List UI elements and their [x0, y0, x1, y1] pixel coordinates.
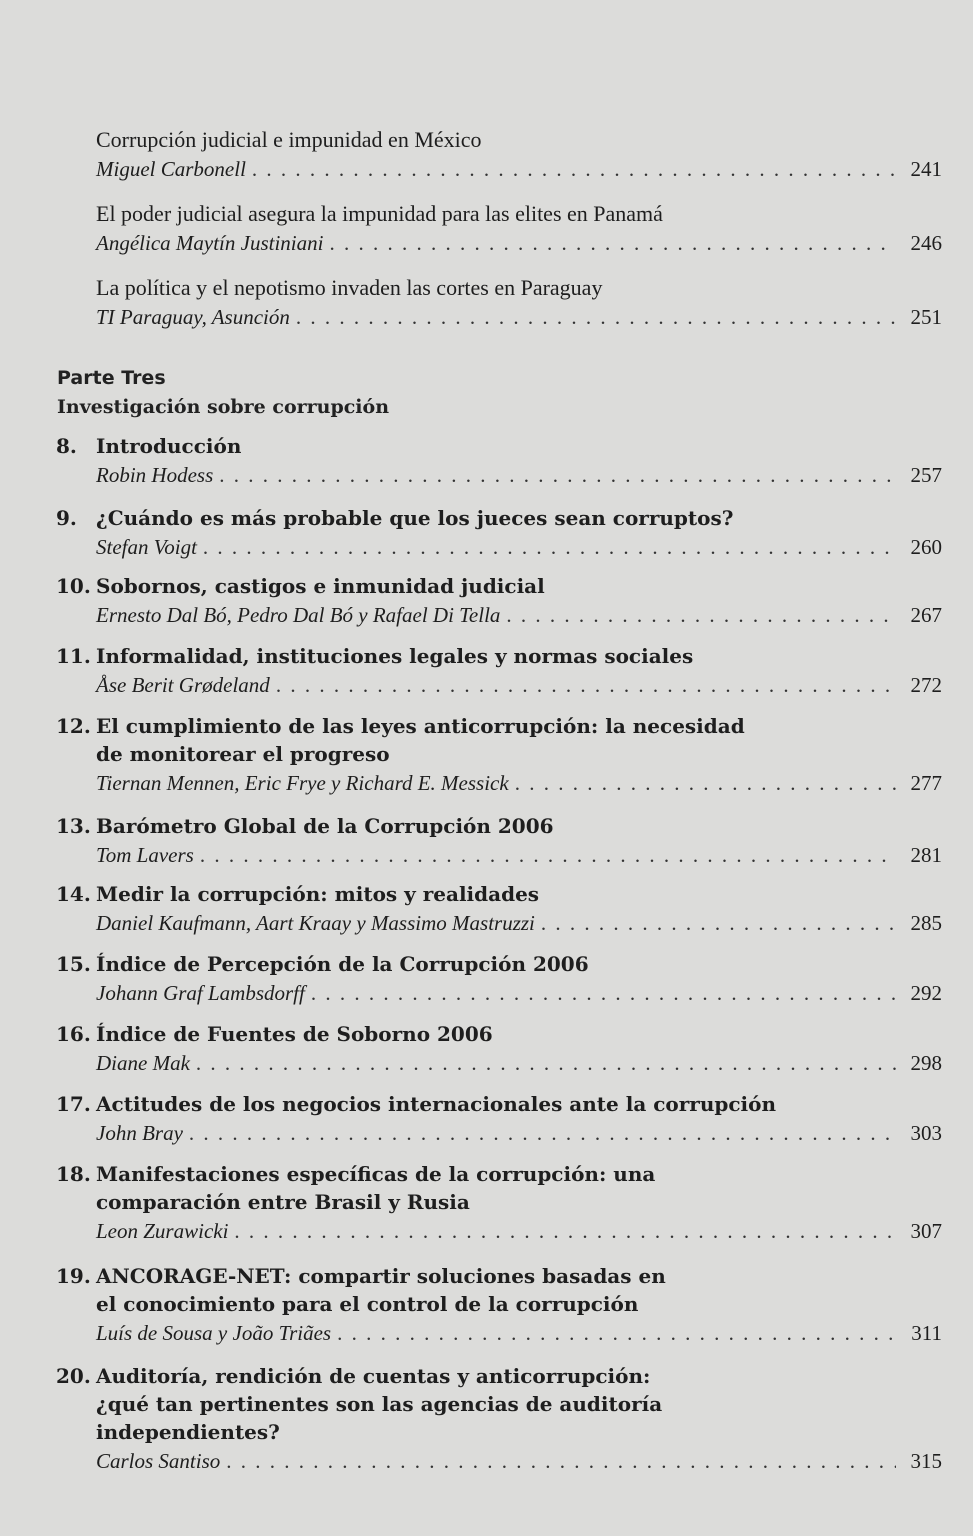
leader-dots: [200, 840, 896, 870]
chapter-number: 14.: [56, 882, 91, 906]
chapter-author: Daniel Kaufmann, Aart Kraay y Massimo Mastruzzi: [96, 911, 535, 935]
part-heading: [57, 364, 389, 422]
chapter-title: Medir la corrupción: mitos y realidades: [96, 882, 540, 906]
entry-page: 246: [910, 231, 942, 255]
entry-author: Angélica Maytín Justiniani: [96, 231, 324, 255]
chapter-author: Johann Graf Lambsdorff: [96, 981, 305, 1005]
chapter-page: 260: [910, 535, 942, 559]
toc-chapter: [56, 1160, 942, 1246]
leader-dots: [252, 154, 896, 184]
leader-dots: [515, 768, 896, 798]
chapter-page: 277: [910, 771, 942, 795]
part-label: Parte Tres: [57, 367, 166, 389]
chapter-title: Índice de Fuentes de Soborno 2006: [96, 1022, 493, 1046]
toc-chapter: [56, 1362, 942, 1476]
chapter-author: Carlos Santiso: [96, 1449, 221, 1473]
chapter-number: 16.: [56, 1022, 91, 1046]
chapter-page: 298: [910, 1051, 942, 1075]
chapter-page: 307: [910, 1219, 942, 1243]
chapter-title: El cumplimiento de las leyes anticorrupción: la necesidad: [96, 714, 745, 738]
chapter-number: 11.: [56, 644, 91, 668]
leader-dots: [506, 600, 896, 630]
leader-dots: [541, 908, 896, 938]
chapter-author: Diane Mak: [96, 1051, 190, 1075]
chapter-number: 10.: [56, 574, 91, 598]
chapter-author: Åse Berit Grødeland: [96, 673, 270, 697]
entry-page: 241: [910, 157, 942, 181]
chapter-page: 311: [911, 1321, 942, 1345]
chapter-number: 8.: [56, 434, 77, 458]
toc-chapter: [56, 642, 942, 700]
entry-title: El poder judicial asegura la impunidad para las elites en Panamá: [96, 201, 663, 226]
chapter-title: de monitorear el progreso: [96, 742, 390, 766]
entry-page: 251: [910, 305, 942, 329]
chapter-title: ¿Cuándo es más probable que los jueces sean corruptos?: [96, 506, 734, 530]
chapter-page: 267: [910, 603, 942, 627]
chapter-number: 20.: [56, 1364, 91, 1388]
chapter-author: Ernesto Dal Bó, Pedro Dal Bó y Rafael Di Tella: [96, 603, 501, 627]
chapter-number: 13.: [56, 814, 91, 838]
toc-chapter: [56, 880, 942, 938]
chapter-title: comparación entre Brasil y Rusia: [96, 1190, 470, 1214]
toc-entry: [96, 200, 942, 258]
chapter-author: Tom Lavers: [96, 843, 194, 867]
chapter-author: John Bray: [96, 1121, 183, 1145]
toc-chapter: [56, 812, 942, 870]
chapter-title: Índice de Percepción de la Corrupción 2006: [96, 952, 589, 976]
leader-dots: [189, 1118, 896, 1148]
chapter-title: Auditoría, rendición de cuentas y anticorrupción:: [96, 1364, 651, 1388]
toc-chapter: [56, 1090, 942, 1148]
leader-dots: [234, 1216, 896, 1246]
chapter-number: 12.: [56, 714, 91, 738]
toc-entry: [96, 126, 942, 184]
chapter-number: 9.: [56, 506, 77, 530]
chapter-author: Leon Zurawicki: [96, 1219, 229, 1243]
toc-entry: [96, 274, 942, 332]
toc-chapter: [56, 432, 942, 490]
chapter-number: 15.: [56, 952, 91, 976]
chapter-title: Actitudes de los negocios internacionales ante la corrupción: [96, 1092, 777, 1116]
chapter-title: Sobornos, castigos e inmunidad judicial: [96, 574, 545, 598]
leader-dots: [276, 670, 896, 700]
leader-dots: [226, 1446, 896, 1476]
chapter-title: Manifestaciones específicas de la corrupción: una: [96, 1162, 656, 1186]
chapter-title: ANCORAGE-NET: compartir soluciones basadas en: [96, 1264, 666, 1288]
chapter-number: 19.: [56, 1264, 91, 1288]
chapter-title: el conocimiento para el control de la corrupción: [96, 1292, 639, 1316]
chapter-author: Tiernan Mennen, Eric Frye y Richard E. Messick: [96, 771, 509, 795]
chapter-author: Luís de Sousa y João Triães: [96, 1321, 332, 1345]
entry-title: Corrupción judicial e impunidad en México: [96, 127, 482, 152]
chapter-title: independientes?: [96, 1420, 280, 1444]
leader-dots: [219, 460, 896, 490]
leader-dots: [196, 1048, 896, 1078]
chapter-title: Barómetro Global de la Corrupción 2006: [96, 814, 554, 838]
chapter-number: 17.: [56, 1092, 91, 1116]
chapter-page: 315: [910, 1449, 942, 1473]
chapter-page: 257: [910, 463, 942, 487]
toc-chapter: [56, 712, 942, 798]
leader-dots: [329, 228, 896, 258]
entry-title: La política y el nepotismo invaden las cortes en Paraguay: [96, 275, 603, 300]
toc-chapter: [56, 572, 942, 630]
leader-dots: [296, 302, 896, 332]
chapter-title: Introducción: [96, 434, 242, 458]
chapter-page: 281: [910, 843, 942, 867]
entry-author: Miguel Carbonell: [96, 157, 246, 181]
toc-chapter: [56, 504, 942, 562]
chapter-page: 272: [910, 673, 942, 697]
leader-dots: [311, 978, 896, 1008]
toc-chapter: [56, 950, 942, 1008]
toc-chapter: [56, 1020, 942, 1078]
chapter-title: Informalidad, instituciones legales y normas sociales: [96, 644, 694, 668]
chapter-author: Stefan Voigt: [96, 535, 197, 559]
leader-dots: [337, 1318, 896, 1348]
part-title: Investigación sobre corrupción: [57, 396, 390, 418]
entry-author: TI Paraguay, Asunción: [96, 305, 290, 329]
chapter-page: 292: [910, 981, 942, 1005]
chapter-page: 285: [910, 911, 942, 935]
chapter-author: Robin Hodess: [96, 463, 214, 487]
chapter-title: ¿qué tan pertinentes son las agencias de auditoría: [96, 1392, 663, 1416]
toc-chapter: [56, 1262, 942, 1348]
leader-dots: [203, 532, 896, 562]
chapter-page: 303: [910, 1121, 942, 1145]
chapter-number: 18.: [56, 1162, 91, 1186]
